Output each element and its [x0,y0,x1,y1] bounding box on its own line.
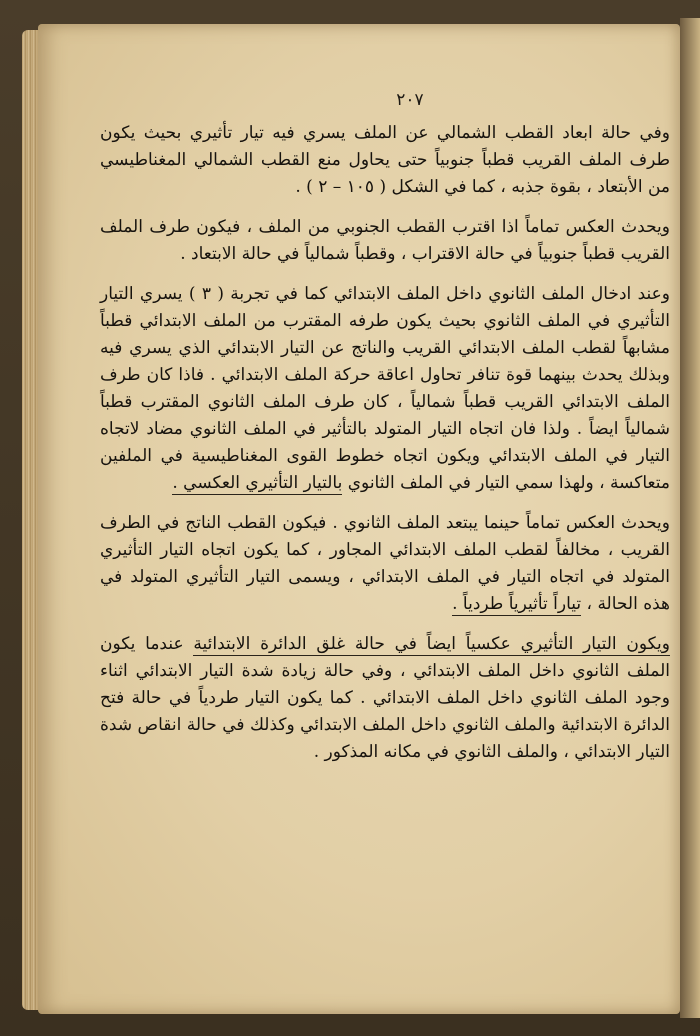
paragraph-4-text: ويحدث العكس تماماً حينما يبتعد الملف الثانوي . فيكون القطب الناتج في الطرف القريب ، مخالفاً لقطب الملف الابتدائي المجاور ، كما يكون اتجاه التيار التأثيري المتولد في اتجاه التيار في الملف الابتدائي ، ويسمى التيار التأثيري المتولد في هذه الحالة ، [100,513,670,614]
page-number: ٢٠٧ [396,90,424,110]
paragraph-2: ويحدث العكس تماماً اذا اقترب القطب الجنوبي من الملف ، فيكون طرف الملف القريب قطباً جنوبياً في حالة الاقتراب ، وقطباً شمالياً في حالة الابتعاد . [100,217,670,264]
paragraph-4 [100,510,670,618]
paragraph-5-text: عندما يكون الملف الثانوي داخل الملف الابتدائي ، وفي حالة زيادة شدة التيار الابتدائي اثناء وجود الملف الثانوي داخل الملف الابتدائي . كما يكون التيار طردياً في حالة فتح الدائرة الابتدائية والملف الثانوي داخل الملف الابتدائي وكذلك في حالة انقاص شدة التيار الابتدائي ، والملف الثانوي في مكانه المذكور . [100,634,670,762]
paragraph-4-underlined-term: تياراً تأثيرياً طردياً . [452,594,582,614]
page-body [100,120,670,779]
facing-page-edge [680,18,700,1018]
paragraph-1: وفي حالة ابعاد القطب الشمالي عن الملف يسري فيه تيار تأثيري بحيث يكون طرف الملف القريب قطباً جنوبياً حتى يحاول منع القطب الشمالي المغناطيسي من الأبتعاد ، بقوة جذبه ، كما في الشكل ( ١٠٥ – ٢ ) . [100,123,670,197]
paragraph-5-underlined-lead: ويكون التيار التأثيري عكسياً ايضاً في حالة غلق الدائرة الابتدائية [193,634,670,654]
paragraph-3-text: وعند ادخال الملف الثانوي داخل الملف الابتدائي كما في تجربة ( ٣ ) يسري التيار التأثيري في الملف الثانوي بحيث يكون طرفه المقترب من الملف الابتدائي قطباً مشابهاً لقطب الملف الابتدائي القريب والناتج عن التيار الابتدائي الذي يسري فيه وبذلك يحدث بينهما قوة تنافر تحاول اعاقة حركة الملف الابتدائي . فاذا كان طرف الملف الابتدائي القريب قطباً شمالياً ، كان طرف الملف الثانوي المقترب قطباً شمالياً ايضاً . ولذا فان اتجاه التيار المتولد بالتأثير في الملف الثانوي مضاد لاتجاه التيار في الملف الابتدائي ويكون اتجاه خطوط القوى المغناطيسية في الملفين متعاكسة ، ولهذا سمي التيار في الملف الثانوي [100,284,670,493]
paragraph-3-underlined-term: بالتيار التأثيري العكسي . [172,473,343,493]
paragraph-5 [100,631,670,766]
paragraph-3 [100,281,670,497]
